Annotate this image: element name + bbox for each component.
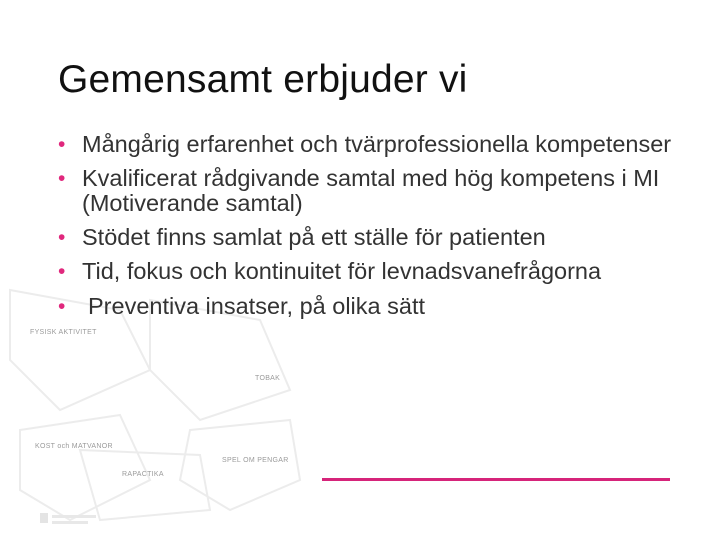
bullet-dot-icon: • <box>58 133 66 156</box>
logo-text-mark-2 <box>52 521 88 524</box>
bullet-dot-icon: • <box>58 226 66 249</box>
bullet-text: Mångårig erfarenhet och tvärprofessionella kompetenser <box>82 131 672 157</box>
bullet-dot-icon: • <box>58 167 66 190</box>
accent-divider <box>322 478 670 481</box>
bullet-text: Tid, fokus och kontinuitet för levnadsvanefrågorna <box>82 258 602 284</box>
bullet-dot-icon: • <box>58 260 66 283</box>
slide-title: Gemensamt erbjuder vi <box>58 58 468 101</box>
bullet-dot-icon: • <box>58 295 66 318</box>
bullet-text: Kvalificerat rådgivande samtal med hög kompetens i MI (Motiverande samtal) <box>82 165 660 216</box>
bullet-text: Preventiva insatser, på olika sätt <box>88 293 426 319</box>
bullet-text: Stödet finns samlat på ett ställe för patienten <box>82 224 546 250</box>
graphic-label-kost: KOST och MATVANOR <box>35 443 113 450</box>
graphic-label-tobak: TOBAK <box>255 375 281 382</box>
bullet-item <box>58 132 698 157</box>
logo-text-mark <box>52 515 96 518</box>
graphic-label-fysisk: FYSISK AKTIVITET <box>30 329 97 336</box>
bullet-item <box>58 166 698 216</box>
bullet-item <box>58 225 698 250</box>
bullet-list <box>58 132 698 328</box>
bullet-item <box>58 294 698 319</box>
graphic-label-spel: SPEL OM PENGAR <box>222 457 289 464</box>
bullet-item <box>58 259 698 284</box>
logo-mark-icon <box>40 513 48 523</box>
graphic-label-rapactika: RAPACTIKA <box>122 471 164 478</box>
